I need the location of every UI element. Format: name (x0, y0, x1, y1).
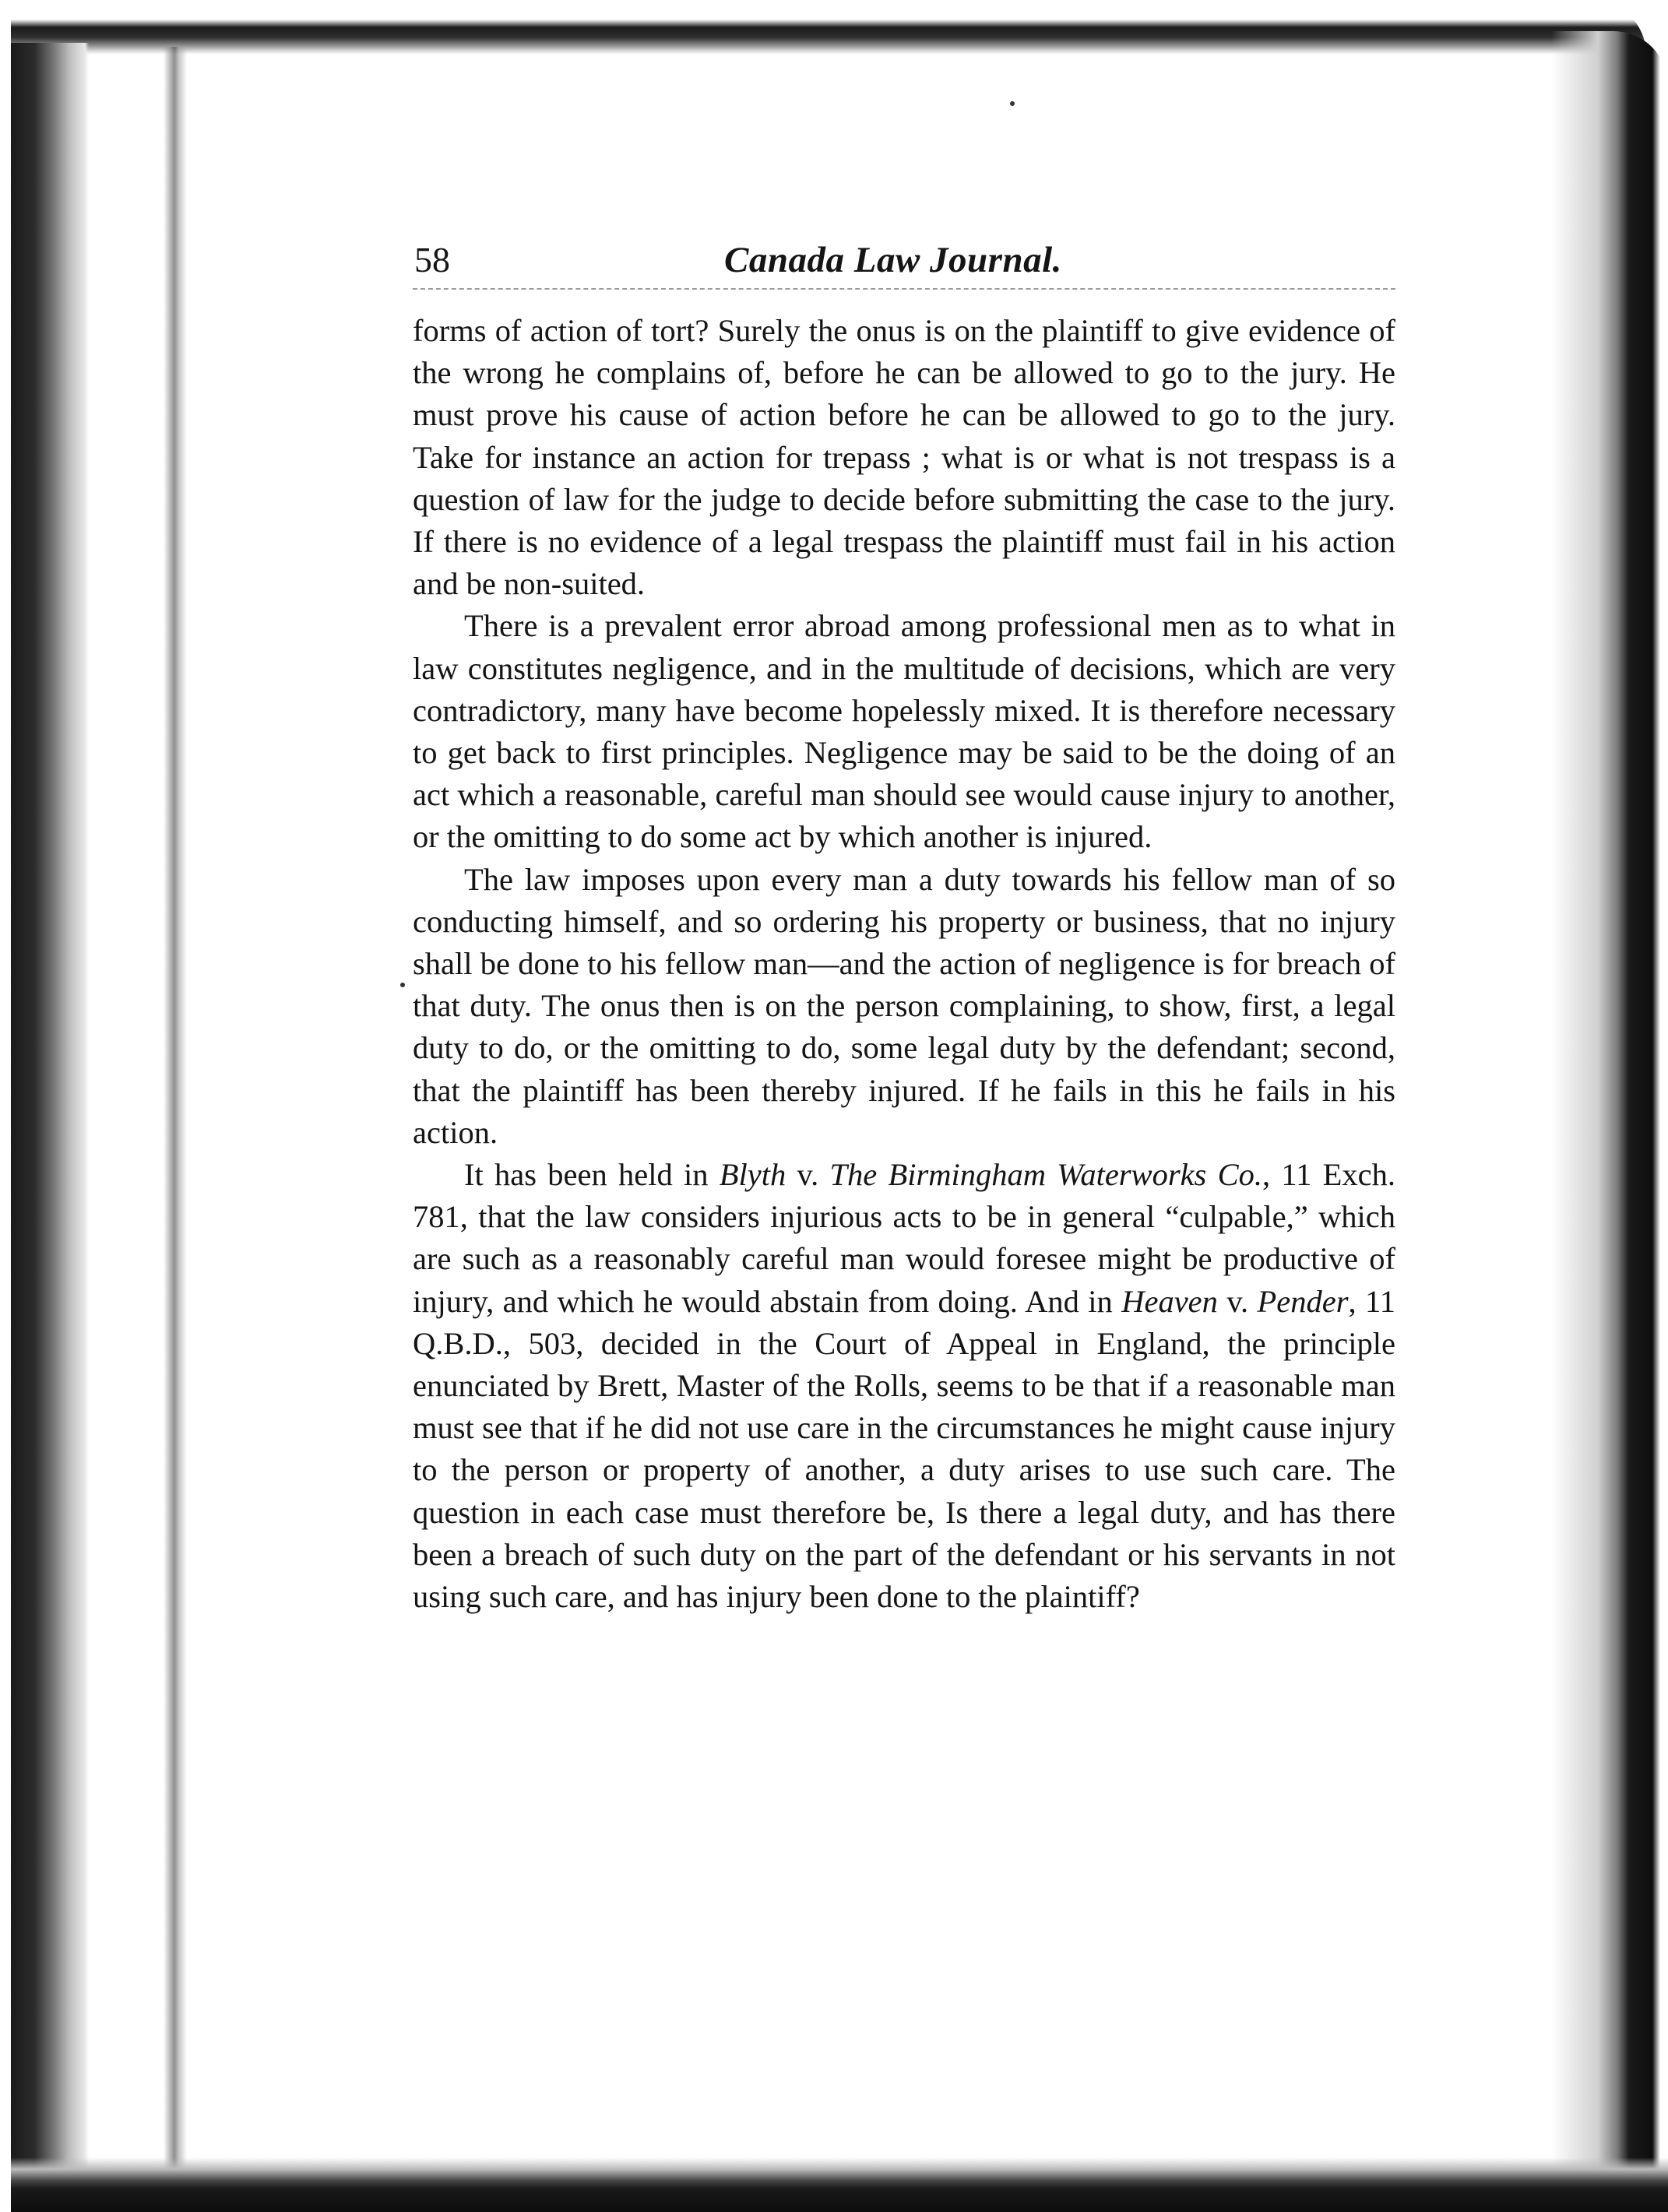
paragraph (413, 1154, 1395, 1618)
paragraph-text: The law imposes upon every man a duty towards his fellow man of so conducting himself, and so ordering his property or business, that no injury shall be done to his fellow man—and the action of negligence is for breach of that duty. The onus then is on the person complaining, to show, first, a legal duty to do, or the omitting to do, some legal duty by the defendant; second, that the plaintiff has been thereby injured. If he fails in this he fails in his action. (413, 861, 1395, 1150)
paragraph (413, 859, 1395, 1154)
journal-title: Canada Law Journal. (724, 240, 1062, 280)
paragraph-text: v. (786, 1157, 830, 1193)
paragraph-text: It has been held in (464, 1157, 720, 1193)
case-name: Pender (1257, 1283, 1349, 1319)
paragraph-text: There is a prevalent error abroad among professional men as to what in law constitutes negligence, and in the multitude of decisions, which are very contradictory, many have become hopelessly mixed. It is therefore necessary to get back to first principles. Negligence may be said to be the doing of an act which a reasonable, careful man should see would cause injury to another, or the omitting to do some act by which another is injured. (413, 608, 1395, 855)
paragraph-text: v. (1217, 1283, 1258, 1319)
case-name: Blyth (719, 1157, 786, 1193)
page-number: 58 (414, 240, 450, 280)
scan-border-right (1551, 31, 1668, 2196)
scan-border-left (11, 43, 89, 2184)
scan-border-top (11, 0, 1646, 55)
paragraph-text: , 11 Q.B.D., 503, decided in the Court of Appeal in England, the principle enunciated by Brett, Master of the Rolls, seems to be that if a reasonable man must see that if he did not use care in the circumstances he might cause injury to the person or property of another, a duty arises to use such care. The question in each case must therefore be, Is there a legal duty, and has there been a breach of such duty on the part of the defendant or his servants in not using such care, and has injury been done to the plaintiff? (413, 1283, 1395, 1615)
book-page (413, 234, 1395, 1618)
paragraph-text: , 11 Exch. 781, that the law considers injurious acts to be in general “culpable,” which are such as a reasonably careful man would foresee might be productive of injury, and which he would abstain from doing. And in (413, 1157, 1395, 1319)
speck (1010, 101, 1015, 106)
paragraph (413, 310, 1395, 605)
scan-border-bottom (11, 2157, 1668, 2212)
case-name: Heaven (1121, 1283, 1218, 1319)
paragraph-text: forms of action of tort? Surely the onus is on the plaintiff to give evidence of the wrong he complains of, before he can be allowed to go to the jury. He must prove his cause of action before he can be allowed to go to the jury. Take for instance an action for trepass ; what is or what is not trespass is a question of law for the judge to decide before submitting the case to the jury. If there is no evidence of a legal trespass the plaintiff must fail in his action and be non-suited. (413, 313, 1395, 602)
speck (400, 983, 405, 987)
article-body (413, 310, 1395, 1618)
paragraph (413, 605, 1395, 858)
binding-gutter (164, 47, 187, 2188)
case-name: The Birmingham Waterworks Co. (829, 1157, 1262, 1193)
running-head (413, 234, 1395, 290)
